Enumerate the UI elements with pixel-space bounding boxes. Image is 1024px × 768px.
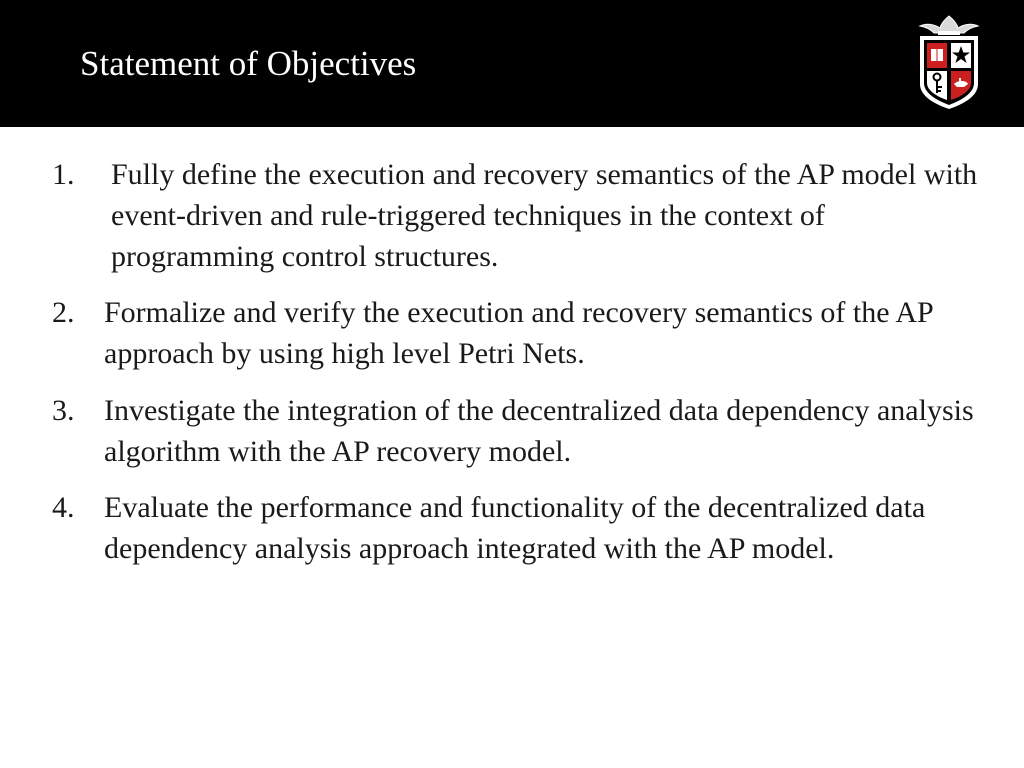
list-item — [52, 390, 992, 472]
item-text: Evaluate the performance and functionality of the decentralized data dependency analysis approach integrated with the AP model. — [104, 491, 926, 565]
item-number: 1. — [52, 158, 75, 191]
list-item — [52, 487, 992, 569]
list-item — [52, 292, 992, 374]
item-text: Investigate the integration of the decentralized data dependency analysis algorithm with the AP recovery model. — [104, 394, 974, 468]
item-text: Formalize and verify the execution and recovery semantics of the AP approach by using high level Petri Nets. — [104, 296, 933, 370]
item-number: 2. — [52, 296, 75, 329]
list-item — [52, 154, 992, 277]
item-number: 4. — [52, 491, 75, 524]
slide-title: Statement of Objectives — [80, 44, 417, 83]
item-number: 3. — [52, 394, 75, 427]
item-text: Fully define the execution and recovery semantics of the AP model with event-driven and rule-triggered techniques in the context of programming control structures. — [111, 158, 978, 273]
